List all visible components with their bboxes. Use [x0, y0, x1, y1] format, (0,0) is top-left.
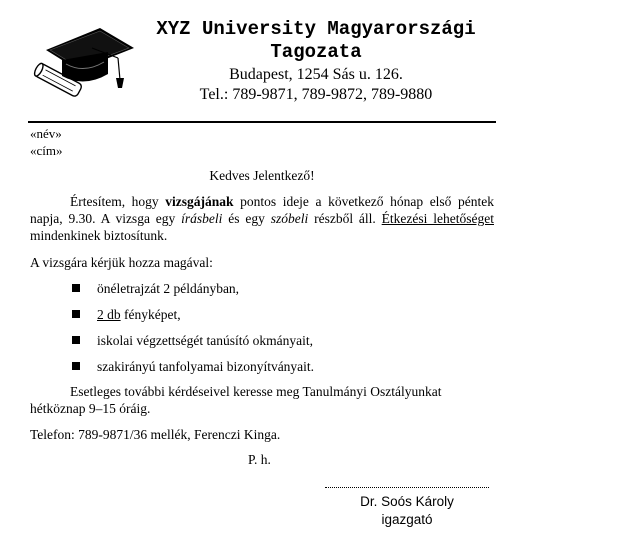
italic-word-written: írásbeli	[181, 211, 223, 226]
list-item: szakirányú tanfolyamai bizonyítványait.	[72, 358, 314, 384]
square-bullet-icon	[72, 336, 80, 344]
signature-line	[325, 487, 489, 488]
merge-field-address: «cím»	[30, 143, 63, 158]
signatory-name: Dr. Soós Károly	[360, 494, 454, 509]
underlined-phrase-meals: Étkezési lehetőséget	[381, 211, 494, 226]
square-bullet-icon	[72, 284, 80, 292]
square-bullet-icon	[72, 310, 80, 318]
graduation-cap-diploma-icon	[28, 22, 138, 104]
org-name-line2: Tagozata	[270, 41, 362, 63]
contact-line: Telefon: 789-9871/36 mellék, Ferenczi Kinga.	[30, 427, 281, 442]
bold-word: vizsgájának	[165, 194, 234, 209]
list-item: iskolai végzettségét tanúsító okmányait,	[72, 332, 314, 358]
bring-list-lead: A vizsgára kérjük hozza magával:	[30, 255, 213, 270]
italic-word-oral: szóbeli	[270, 211, 309, 226]
salutation: Kedves Jelentkező!	[209, 168, 315, 183]
merge-field-name: «név»	[30, 126, 62, 141]
list-item: 2 db fényképet,	[72, 306, 314, 332]
paragraph-exam-info: Értesítem, hogy vizsgájának pontos ideje a következő hónap első péntek napja, 9.30. A vizsga egy írásbeli és egy szóbeli részből áll. Étkezési lehetőséget mindenkinek biztosítunk.	[30, 194, 494, 243]
org-name-line1: XYZ University Magyarországi	[156, 18, 476, 40]
org-phone: Tel.: 789-9871, 789-9872, 789-9880	[199, 86, 433, 103]
header-divider	[28, 121, 496, 123]
org-address: Budapest, 1254 Sás u. 126.	[229, 66, 403, 83]
square-bullet-icon	[72, 362, 80, 370]
stamp-placeholder: P. h.	[248, 452, 271, 467]
bring-list	[72, 280, 314, 384]
paragraph-questions: Esetleges további kérdéseivel keresse meg Tanulmányi Osztályunkat hétköznap 9–15 óráig.	[30, 384, 442, 416]
list-item: önéletrajzát 2 példányban,	[72, 280, 314, 306]
signatory-title: igazgató	[381, 512, 433, 527]
